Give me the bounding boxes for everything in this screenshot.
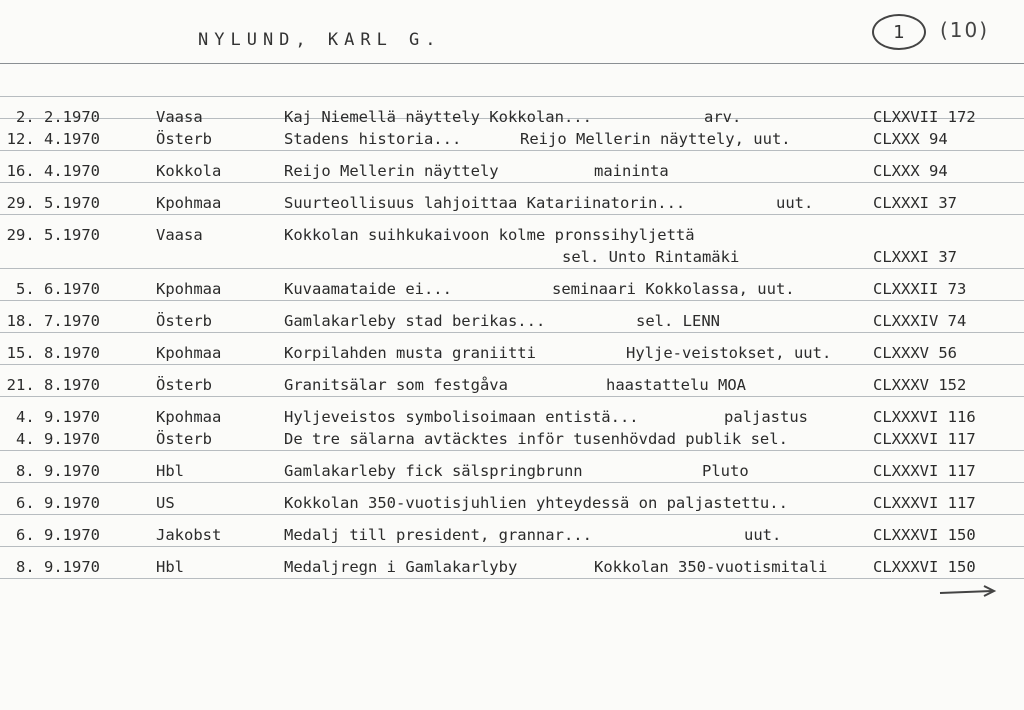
entry-reference: CLXXXVI 117 — [873, 430, 976, 448]
rule-line — [0, 578, 1024, 579]
table-row — [0, 524, 1024, 546]
entry-title: Granitsälar som festgåva — [284, 376, 508, 394]
table-row — [0, 556, 1024, 578]
entry-note: sel. Unto Rintamäki — [562, 248, 740, 266]
header-rule — [0, 63, 1024, 64]
entry-source: Kpohmaa — [156, 344, 222, 362]
rule-line — [0, 150, 1024, 151]
card-number-circled: 1 — [872, 14, 926, 50]
entry-title: De tre sälarna avtäcktes inför tusenhövdad publik sel. — [284, 430, 788, 448]
entry-title: Medaljregn i Gamlakarlyby — [284, 558, 518, 576]
entry-reference: CLXXXVI 117 — [873, 462, 976, 480]
entry-reference: CLXXVII 172 — [873, 108, 976, 126]
entry-reference: CLXXXV 56 — [873, 344, 957, 362]
rule-line — [0, 268, 1024, 269]
entry-title: Stadens historia... — [284, 130, 462, 148]
entry-note: uut. — [744, 526, 782, 544]
table-row — [0, 406, 1024, 428]
entry-date: 5. 6.1970 — [16, 280, 100, 298]
entry-source: Österb — [156, 312, 212, 330]
entry-date: 8. 9.1970 — [16, 462, 100, 480]
entry-source: Kpohmaa — [156, 280, 222, 298]
entry-note: arv. — [704, 108, 742, 126]
entry-note: haastattelu MOA — [606, 376, 746, 394]
entry-source: Hbl — [156, 462, 184, 480]
table-row — [0, 428, 1024, 450]
entry-title: Kokkolan 350-vuotisjuhlien yhteydessä on paljastettu.. — [284, 494, 788, 512]
table-row — [0, 246, 1024, 268]
entry-date: 2. 2.1970 — [16, 108, 100, 126]
entry-reference: CLXXXVI 117 — [873, 494, 976, 512]
entry-reference: CLXXXII 73 — [873, 280, 967, 298]
table-row — [0, 342, 1024, 364]
entry-date: 15. 8.1970 — [6, 344, 100, 362]
rule-line — [0, 332, 1024, 333]
entry-note: Reijo Mellerin näyttely, uut. — [520, 130, 791, 148]
entry-source: Vaasa — [156, 108, 203, 126]
rule-line — [0, 182, 1024, 183]
entry-title: Kokkolan suihkukaivoon kolme pronssihyljettä — [284, 226, 695, 244]
entry-note: maininta — [594, 162, 669, 180]
entry-reference: CLXXX 94 — [873, 162, 948, 180]
entry-source: Österb — [156, 376, 212, 394]
entry-title: Korpilahden musta graniitti — [284, 344, 536, 362]
rule-line — [0, 514, 1024, 515]
entry-source: Kokkola — [156, 162, 222, 180]
entry-source: Hbl — [156, 558, 184, 576]
table-row — [0, 160, 1024, 182]
rule-line — [0, 300, 1024, 301]
entry-title: Suurteollisuus lahjoittaa Katariinatorin... — [284, 194, 686, 212]
entry-note: seminaari Kokkolassa, uut. — [552, 280, 795, 298]
entry-source: Vaasa — [156, 226, 203, 244]
entry-date: 18. 7.1970 — [6, 312, 100, 330]
entry-note: sel. LENN — [636, 312, 720, 330]
table-row — [0, 310, 1024, 332]
entry-note: Kokkolan 350-vuotismitali — [594, 558, 828, 576]
entry-note: Hylje-veistokset, uut. — [626, 344, 832, 362]
rule-line — [0, 546, 1024, 547]
entry-reference: CLXXX 94 — [873, 130, 948, 148]
entry-date: 21. 8.1970 — [6, 376, 100, 394]
entry-title: Medalj till president, grannar... — [284, 526, 592, 544]
entry-date: 4. 9.1970 — [16, 430, 100, 448]
entry-source: Kpohmaa — [156, 194, 222, 212]
rule-line — [0, 450, 1024, 451]
entry-reference: CLXXXIV 74 — [873, 312, 967, 330]
entry-title: Reijo Mellerin näyttely — [284, 162, 499, 180]
table-row — [0, 224, 1024, 246]
entry-date: 12. 4.1970 — [6, 130, 100, 148]
entry-date: 6. 9.1970 — [16, 494, 100, 512]
entry-date: 6. 9.1970 — [16, 526, 100, 544]
rule-line — [0, 364, 1024, 365]
entry-title: Gamlakarleby fick sälspringbrunn — [284, 462, 583, 480]
rule-line — [0, 482, 1024, 483]
entry-note: Pluto — [702, 462, 749, 480]
arrow-right-icon — [938, 584, 998, 600]
rule-line — [0, 96, 1024, 97]
table-row — [0, 192, 1024, 214]
entry-reference: CLXXXI 37 — [873, 194, 957, 212]
entry-reference: CLXXXI 37 — [873, 248, 957, 266]
entry-reference: CLXXXVI 150 — [873, 526, 976, 544]
table-row — [0, 128, 1024, 150]
table-row — [0, 106, 1024, 128]
rule-line — [0, 214, 1024, 215]
card-total: (10) — [940, 18, 990, 42]
entry-title: Hyljeveistos symbolisoimaan entistä... — [284, 408, 639, 426]
table-row — [0, 492, 1024, 514]
entry-source: Kpohmaa — [156, 408, 222, 426]
entry-note: paljastus — [724, 408, 808, 426]
entry-title: Kaj Niemellä näyttely Kokkolan... — [284, 108, 592, 126]
card-title: NYLUND, KARL G. — [198, 30, 442, 50]
entry-reference: CLXXXVI 150 — [873, 558, 976, 576]
table-row — [0, 374, 1024, 396]
entry-source: US — [156, 494, 175, 512]
table-row — [0, 278, 1024, 300]
entry-date: 29. 5.1970 — [6, 194, 100, 212]
entry-title: Kuvaamataide ei... — [284, 280, 452, 298]
entry-source: Jakobst — [156, 526, 222, 544]
entry-note: uut. — [776, 194, 814, 212]
entry-date: 4. 9.1970 — [16, 408, 100, 426]
table-row — [0, 460, 1024, 482]
entry-reference: CLXXXV 152 — [873, 376, 967, 394]
entry-title: Gamlakarleby stad berikas... — [284, 312, 546, 330]
rule-line — [0, 396, 1024, 397]
entry-date: 8. 9.1970 — [16, 558, 100, 576]
entry-reference: CLXXXVI 116 — [873, 408, 976, 426]
entry-date: 16. 4.1970 — [6, 162, 100, 180]
entry-date: 29. 5.1970 — [6, 226, 100, 244]
entry-source: Österb — [156, 430, 212, 448]
entry-source: Österb — [156, 130, 212, 148]
